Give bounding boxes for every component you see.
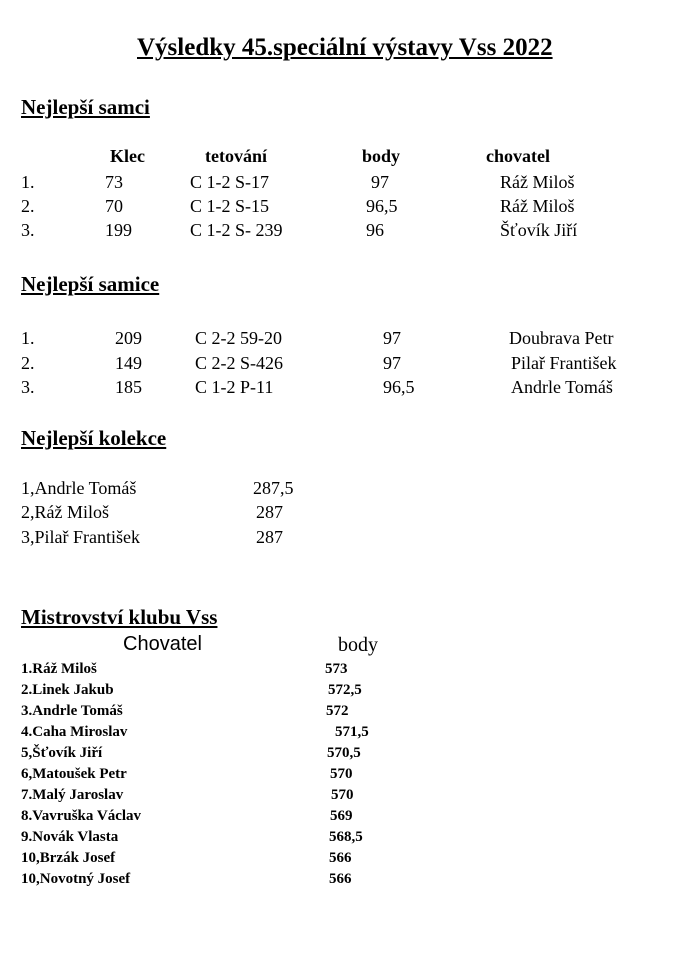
col-header-body: body — [338, 634, 378, 656]
name: 9.Novák Vlasta — [21, 829, 119, 845]
chovatel: Pilař František — [511, 353, 617, 373]
body: 96,5 — [366, 196, 398, 216]
name: 2,Ráž Miloš — [21, 502, 109, 522]
body: 97 — [371, 172, 389, 192]
chovatel: Šťovík Jiří — [500, 220, 578, 240]
klec: 70 — [105, 196, 123, 216]
body: 287 — [256, 527, 283, 547]
females-heading: Nejlepší samice — [21, 272, 160, 296]
rank: 3. — [21, 377, 35, 397]
chovatel: Doubrava Petr — [509, 328, 614, 348]
body: 97 — [383, 328, 401, 348]
tetovani: C 2-2 59-20 — [195, 328, 282, 348]
collections-heading: Nejlepší kolekce — [21, 426, 167, 450]
body: 568,5 — [329, 829, 363, 845]
rank: 1. — [21, 328, 35, 348]
body: 96,5 — [383, 377, 415, 397]
rank: 3. — [21, 220, 35, 240]
name: 3,Pilař František — [21, 527, 140, 547]
klec: 199 — [105, 220, 132, 240]
name: 8.Vavruška Václav — [21, 808, 142, 824]
body: 97 — [383, 353, 401, 373]
name: 1.Ráž Miloš — [21, 661, 97, 677]
body: 287,5 — [253, 478, 294, 498]
name: 7.Malý Jaroslav — [21, 787, 124, 803]
name: 10,Brzák Josef — [21, 850, 116, 866]
name: 4.Caha Miroslav — [21, 724, 128, 740]
klec: 149 — [115, 353, 142, 373]
tetovani: C 1-2 P-11 — [195, 377, 274, 397]
body: 570,5 — [327, 745, 361, 761]
body: 570 — [330, 766, 353, 782]
tetovani: C 1-2 S- 239 — [190, 220, 283, 240]
col-header-body: body — [362, 146, 401, 166]
klec: 209 — [115, 328, 142, 348]
name: 6,Matoušek Petr — [21, 766, 127, 782]
chovatel: Ráž Miloš — [500, 196, 575, 216]
body: 573 — [325, 661, 348, 677]
body: 569 — [330, 808, 353, 824]
name: 3.Andrle Tomáš — [21, 703, 123, 719]
col-header-chovatel: Chovatel — [123, 633, 202, 655]
name: 10,Novotný Josef — [21, 871, 131, 887]
klec: 185 — [115, 377, 142, 397]
chovatel: Andrle Tomáš — [511, 377, 613, 397]
tetovani: C 1-2 S-15 — [190, 196, 270, 216]
page-title: Výsledky 45.speciální výstavy Vss 2022 — [137, 34, 553, 61]
body: 287 — [256, 502, 283, 522]
body: 571,5 — [335, 724, 369, 740]
body: 572 — [326, 703, 349, 719]
club-heading: Mistrovství klubu Vss — [21, 605, 218, 629]
name: 1,Andrle Tomáš — [21, 478, 137, 498]
rank: 2. — [21, 353, 35, 373]
body: 566 — [329, 850, 352, 866]
name: 2.Linek Jakub — [21, 682, 114, 698]
body: 572,5 — [328, 682, 362, 698]
tetovani: C 2-2 S-426 — [195, 353, 284, 373]
males-heading: Nejlepší samci — [21, 95, 150, 119]
klec: 73 — [105, 172, 123, 192]
chovatel: Ráž Miloš — [500, 172, 575, 192]
col-header-klec: Klec — [110, 146, 145, 166]
col-header-tetovani: tetování — [205, 146, 267, 166]
rank: 1. — [21, 172, 35, 192]
col-header-chovatel: chovatel — [486, 146, 550, 166]
body: 566 — [329, 871, 352, 887]
name: 5,Šťovík Jiří — [21, 745, 103, 761]
body: 570 — [331, 787, 354, 803]
rank: 2. — [21, 196, 35, 216]
body: 96 — [366, 220, 384, 240]
tetovani: C 1-2 S-17 — [190, 172, 270, 192]
